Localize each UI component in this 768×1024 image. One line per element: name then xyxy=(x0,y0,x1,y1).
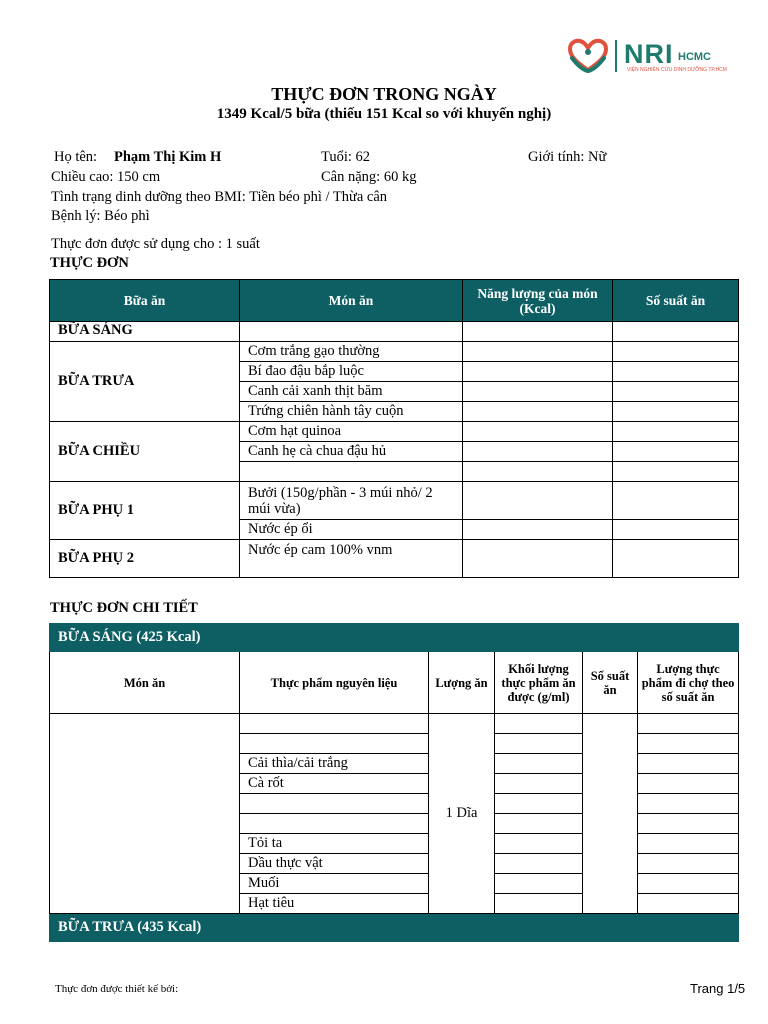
menu-header-row xyxy=(50,280,739,322)
dish-cell: Cơm hạt quinoa xyxy=(240,422,463,442)
bmi-status: Tình trạng dinh dưỡng theo BMI: Tiền béo phì / Thừa cân xyxy=(51,189,388,205)
breakfast-band: BỮA SÁNG (425 Kcal) xyxy=(50,624,739,652)
dish-cell xyxy=(240,462,463,482)
meal-snack-1: BỮA PHỤ 1 xyxy=(50,482,240,540)
dish-cell xyxy=(50,714,240,914)
designed-by: Thực đơn được thiết kế bởi: xyxy=(55,983,179,995)
lunch-band-row xyxy=(50,914,739,942)
col-dish: Món ăn xyxy=(50,652,240,714)
table-row xyxy=(50,714,739,734)
col-edible-weight: Khối lượng thực phẩm ăn được (g/ml) xyxy=(495,652,583,714)
menu-section-title: THỰC ĐƠN xyxy=(50,255,129,271)
table-row xyxy=(50,540,739,578)
logo-tagline: VIỆN NGHIÊN CỨU DINH DƯỠNG TP.HCM xyxy=(627,67,727,73)
col-shopping-amount: Lượng thực phẩm đi chợ theo số suất ăn xyxy=(638,652,739,714)
name-label: Họ tên: xyxy=(54,149,98,165)
ingredient-cell xyxy=(240,814,429,834)
logo-brand: NRI xyxy=(624,39,674,69)
ingredient-cell: Muối xyxy=(240,874,429,894)
table-row xyxy=(50,342,739,362)
col-energy: Năng lượng của món (Kcal) xyxy=(463,280,613,322)
meal-breakfast: BỮA SÁNG xyxy=(50,322,240,342)
ingredient-cell xyxy=(240,794,429,814)
meal-lunch: BỮA TRƯA xyxy=(50,342,240,422)
logo-divider xyxy=(615,40,617,72)
ingredient-cell: Tỏi ta xyxy=(240,834,429,854)
page-subtitle: 1349 Kcal/5 bữa (thiếu 151 Kcal so với khuyến nghị) xyxy=(216,106,552,122)
meal-afternoon: BỮA CHIỀU xyxy=(50,422,240,482)
dish-cell: Nước ép ổi xyxy=(240,520,463,540)
menu-table xyxy=(49,279,739,578)
detail-section-title: THỰC ĐƠN CHI TIẾT xyxy=(50,600,198,616)
page-number: Trang 1/5 xyxy=(690,981,746,996)
page-title: THỰC ĐƠN TRONG NGÀY xyxy=(271,84,497,104)
detail-table xyxy=(49,623,739,942)
dish-cell: Nước ép cam 100% vnm xyxy=(240,540,463,578)
dish-cell: Canh hẹ cà chua đậu hủ xyxy=(240,442,463,462)
dish-cell: Cơm trắng gạo thường xyxy=(240,342,463,362)
dish-cell xyxy=(240,322,463,342)
patient-gender: Giới tính: Nữ xyxy=(528,149,607,165)
dish-cell: Bưởi (150g/phần - 3 múi nhỏ/ 2 múi vừa) xyxy=(240,482,463,520)
ingredient-cell xyxy=(240,734,429,754)
col-servings: Số suất ăn xyxy=(613,280,739,322)
patient-height: Chiều cao: 150 cm xyxy=(51,169,161,185)
table-row xyxy=(50,422,739,442)
patient-weight: Cân nặng: 60 kg xyxy=(321,169,417,185)
table-row xyxy=(50,322,739,342)
patient-name: Phạm Thị Kim H xyxy=(114,149,222,165)
col-dish: Món ăn xyxy=(240,280,463,322)
ingredient-cell: Hạt tiêu xyxy=(240,894,429,914)
nri-logo xyxy=(566,36,746,78)
col-servings: Số suất ăn xyxy=(583,652,638,714)
ingredient-cell: Cải thìa/cải trắng xyxy=(240,754,429,774)
col-ingredient: Thực phẩm nguyên liệu xyxy=(240,652,429,714)
detail-header-row xyxy=(50,652,739,714)
table-row xyxy=(50,482,739,520)
patient-condition: Bệnh lý: Béo phì xyxy=(51,208,150,224)
patient-age: Tuổi: 62 xyxy=(321,149,371,165)
ingredient-cell: Dầu thực vật xyxy=(240,854,429,874)
heart-hands-icon xyxy=(566,36,610,76)
lunch-band: BỮA TRƯA (435 Kcal) xyxy=(50,914,739,942)
ingredient-cell: Cà rốt xyxy=(240,774,429,794)
breakfast-band-row xyxy=(50,624,739,652)
col-portion: Lượng ăn xyxy=(429,652,495,714)
dish-cell: Bí đao đậu bắp luộc xyxy=(240,362,463,382)
ingredient-cell xyxy=(240,714,429,734)
dish-cell: Canh cải xanh thịt băm xyxy=(240,382,463,402)
meal-snack-2: BỮA PHỤ 2 xyxy=(50,540,240,578)
col-meal: Bữa ăn xyxy=(50,280,240,322)
logo-brand-suffix: HCMC xyxy=(678,51,711,63)
portion-cell: 1 Dĩa xyxy=(429,714,495,914)
dish-cell: Trứng chiên hành tây cuộn xyxy=(240,402,463,422)
serving-count: Thực đơn được sử dụng cho : 1 suất xyxy=(51,236,260,252)
